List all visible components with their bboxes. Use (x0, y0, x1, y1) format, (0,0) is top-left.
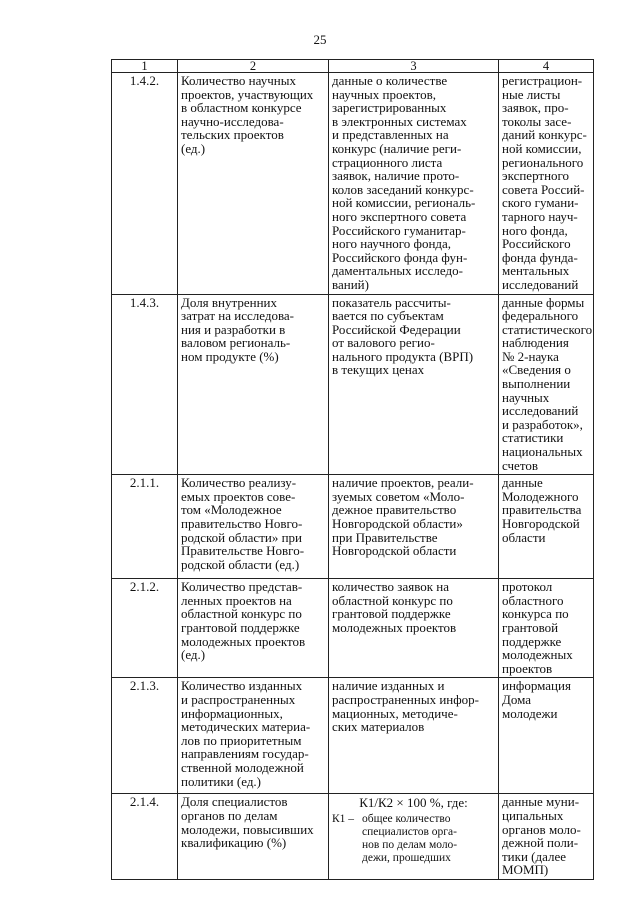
data-source: данные формы федерального статистического наблюдения № 2-наука «Сведения о выполнении научных исследований и разработок», статистики национальных счетов (499, 294, 594, 475)
table-row (112, 475, 594, 579)
indicator-name: Доля специалистов органов по делам молодежи, повысивших квалификацию (%) (178, 794, 329, 880)
table-header-row (112, 60, 594, 73)
data-source: протокол областного конкурса по грантовой поддержке молодежных проектов (499, 579, 594, 678)
data-source: информация Дома молодежи (499, 678, 594, 794)
formula: К1/К2 × 100 %, где: (359, 795, 468, 811)
formula-definition (332, 813, 495, 865)
calculation-method: данные о количестве научных проектов, зарегистрированных в электронных системах и представленных на конкурс (наличие реги- страционного листа заявок, наличие прото- колов заседаний конкурс- ной комиссии, региональ- ного экспертного совета Российского гуманитар- ного научного фонда, Российского фонда фун- даментальных исследо- ваний) (329, 73, 499, 295)
header-col-2: 2 (178, 60, 329, 73)
indicator-name: Количество представ- ленных проектов на областной конкурс по грантовой поддержке молодежных проектов (ед.) (178, 579, 329, 678)
row-number: 2.1.3. (112, 678, 178, 794)
definition-key: К1 – (332, 812, 355, 825)
table-row (112, 794, 594, 880)
table-row (112, 579, 594, 678)
data-source: данные муни- ципальных органов моло- дежной поли- тики (далее МОМП) (499, 794, 594, 880)
calculation-method: количество заявок на областной конкурс по грантовой поддержке молодежных проектов (329, 579, 499, 678)
row-number: 2.1.4. (112, 794, 178, 880)
table-row (112, 73, 594, 295)
row-number: 1.4.3. (112, 294, 178, 475)
calculation-method: наличие проектов, реали- зуемых советом «Моло- дежное правительство Новгородской области» при Правительстве Новгородской области (329, 475, 499, 579)
row-number: 2.1.1. (112, 475, 178, 579)
definition-text: общее количество специалистов орга- нов по делам моло- дежи, прошедших (362, 812, 458, 864)
table-row (112, 678, 594, 794)
indicator-name: Количество реализу- емых проектов сове- том «Молодежное правительство Новго- родской области» при Правительстве Новго- родской области (ед.) (178, 475, 329, 579)
row-number: 1.4.2. (112, 73, 178, 295)
indicator-name: Количество изданных и распространенных информационных, методических материа- лов по приоритетным направлениям государ- ственной молодежной политики (ед.) (178, 678, 329, 794)
indicators-table (111, 59, 594, 880)
data-source: регистрацион- ные листы заявок, про- токолы засе- даний конкурс- ной комиссии, регионального экспертного совета Россий- ского гумани- тарного науч- ного фонда, Российского фонда фунда- ментальных исследований (499, 73, 594, 295)
calculation-method: наличие изданных и распространенных инфор- мационных, методиче- ских материалов (329, 678, 499, 794)
header-col-1: 1 (112, 60, 178, 73)
calculation-method (329, 794, 499, 880)
table-row (112, 294, 594, 475)
page-number: 25 (313, 32, 327, 47)
header-col-3: 3 (329, 60, 499, 73)
indicator-name: Количество научных проектов, участвующих в областном конкурсе научно-исследова- тельских проектов (ед.) (178, 73, 329, 295)
indicator-name: Доля внутренних затрат на исследова- ния и разработки в валовом региональ- ном продукте (%) (178, 294, 329, 475)
row-number: 2.1.2. (112, 579, 178, 678)
header-col-4: 4 (499, 60, 594, 73)
data-source: данные Молодежного правительства Новгородской области (499, 475, 594, 579)
calculation-method: показатель рассчиты- вается по субъектам Российской Федерации от валового регио- нального продукта (ВРП) в текущих ценах (329, 294, 499, 475)
